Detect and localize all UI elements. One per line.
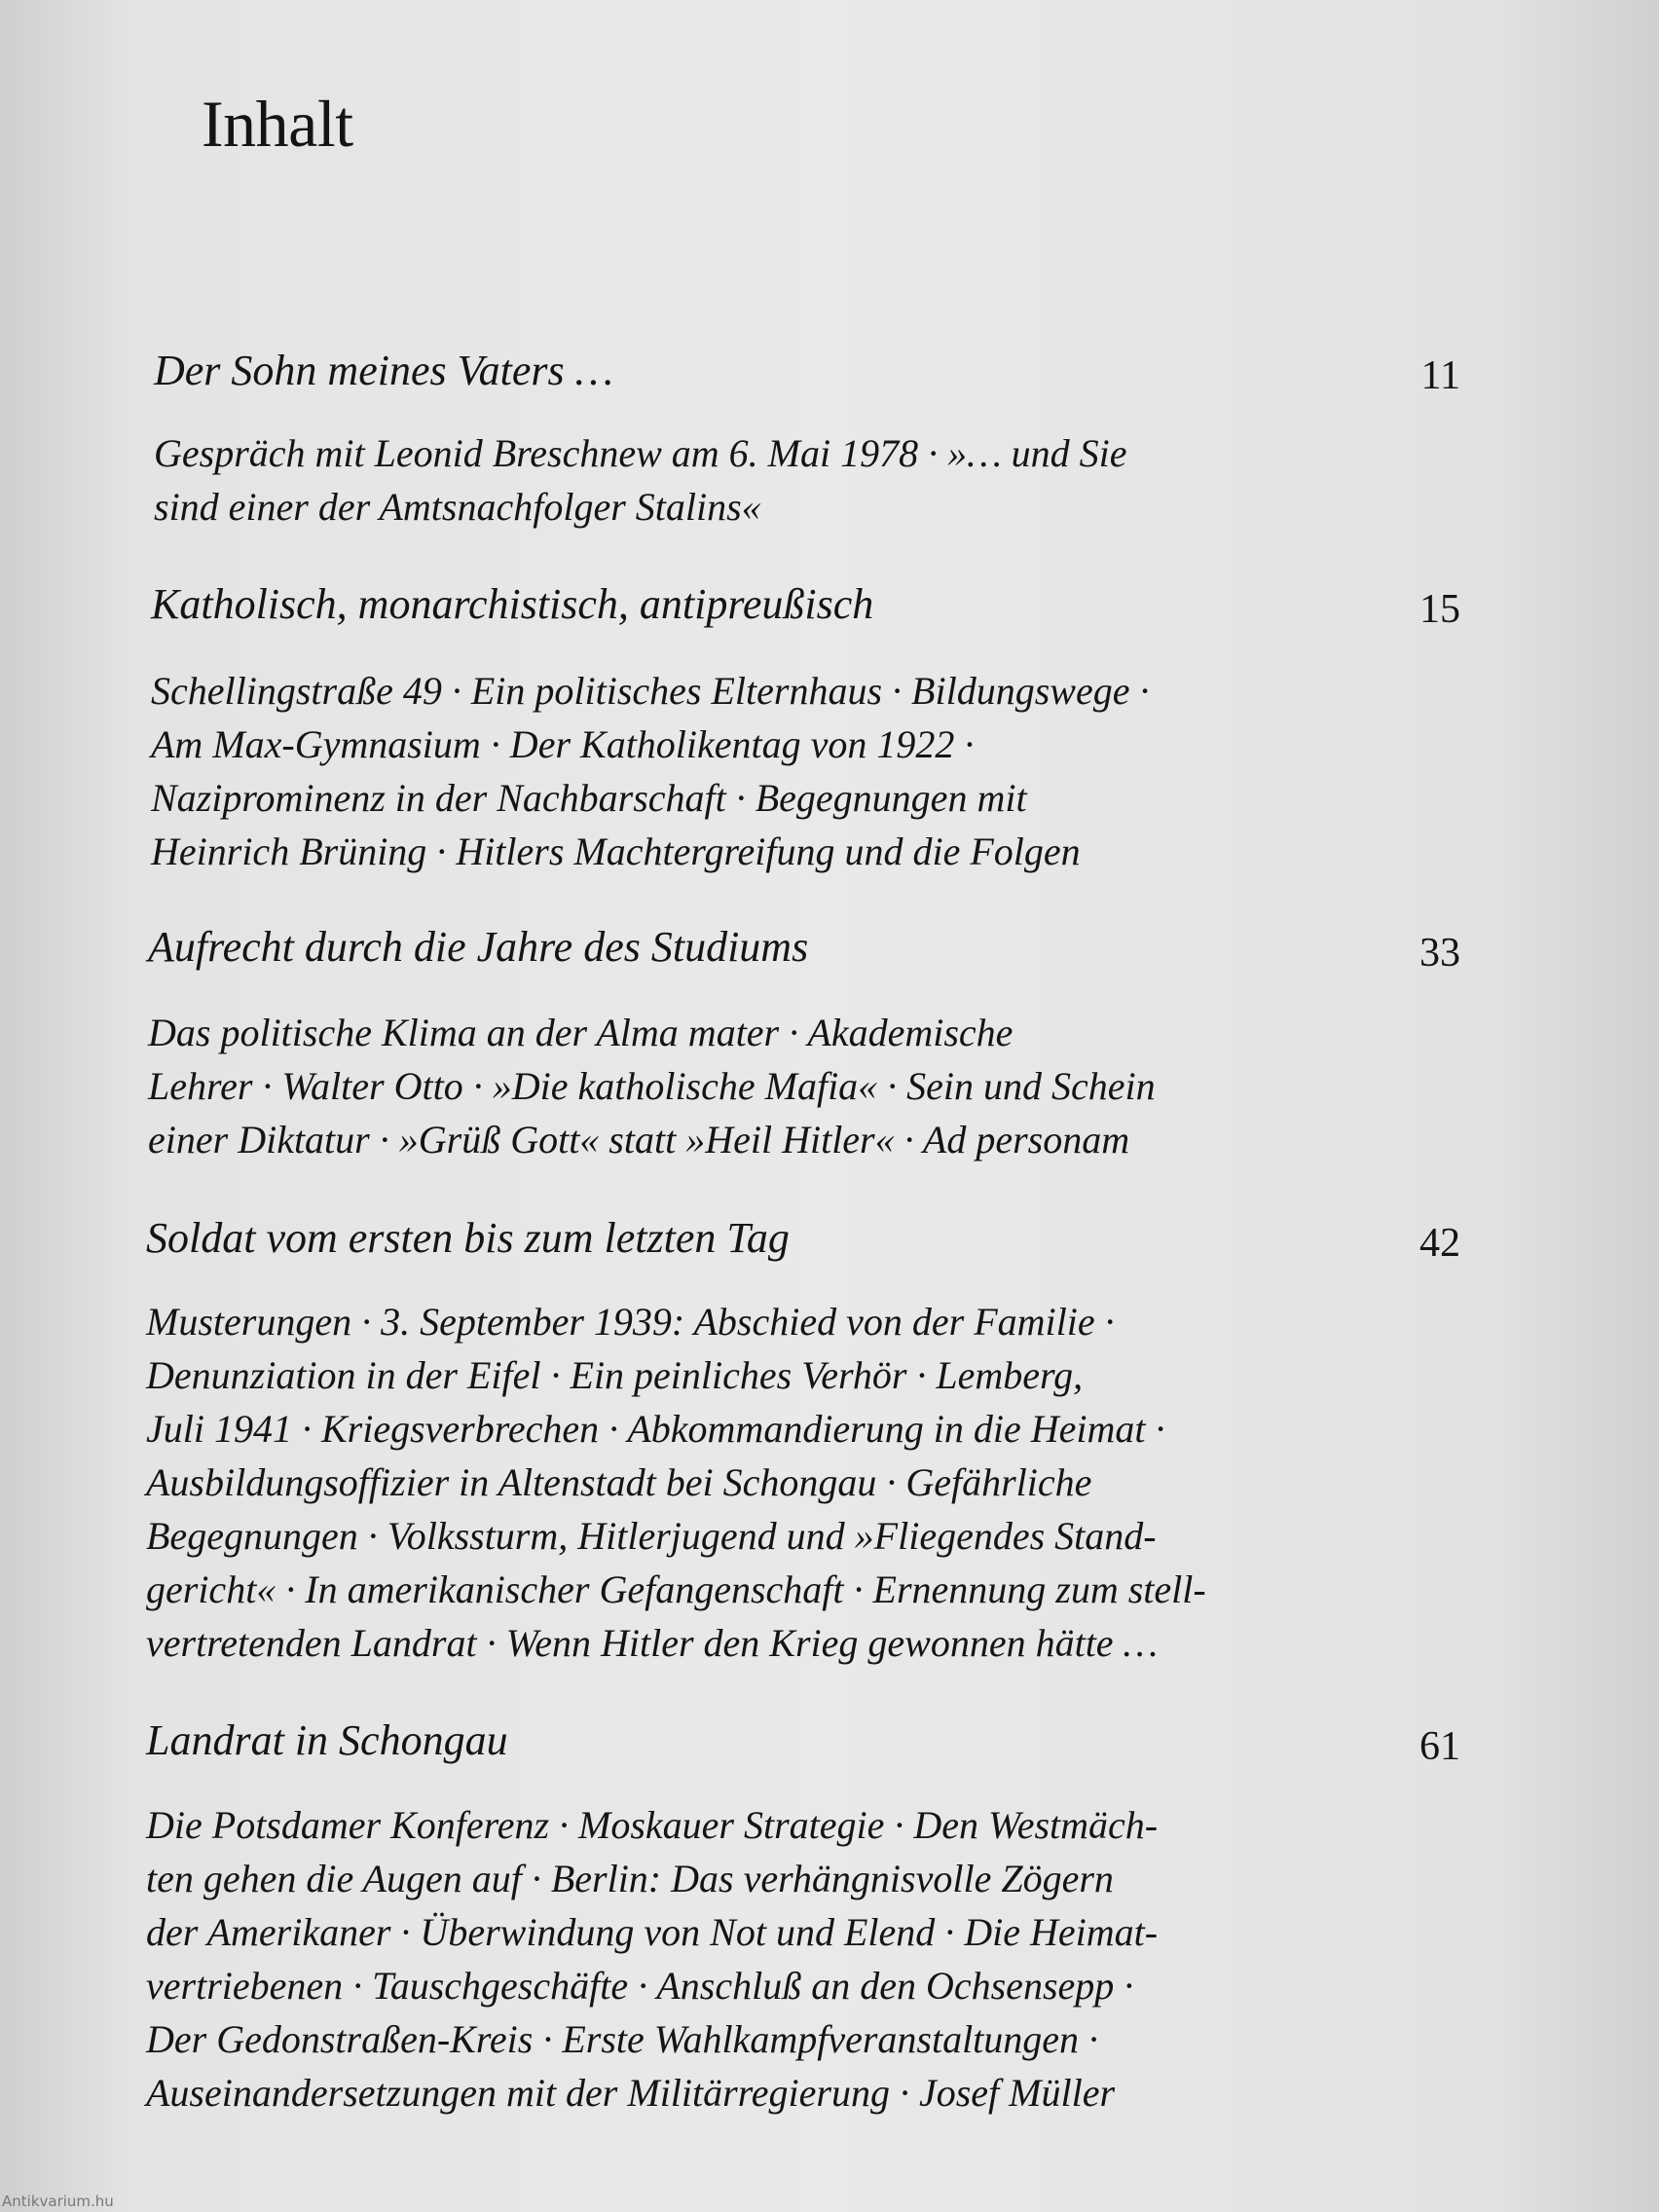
description-line: Am Max-Gymnasium · Der Katholikentag von 1922 · xyxy=(151,722,975,766)
entry-title: Aufrecht durch die Jahre des Studiums xyxy=(148,923,809,971)
description-line: Heinrich Brüning · Hitlers Machtergreifung und die Folgen xyxy=(151,830,1081,873)
description-line: Begegnungen · Volkssturm, Hitlerjugend und »Fliegendes Stand- xyxy=(146,1514,1157,1558)
entry-description xyxy=(146,1295,1206,1670)
description-line: Ausbildungsoffizier in Altenstadt bei Schongau · Gefährliche xyxy=(146,1460,1092,1504)
description-line: Musterungen · 3. September 1939: Abschied von der Familie · xyxy=(146,1300,1115,1344)
description-line: Denunziation in der Eifel · Ein peinliches Verhör · Lemberg, xyxy=(146,1353,1084,1397)
entry-page-number: 33 xyxy=(1419,931,1460,976)
description-line: Lehrer · Walter Otto · »Die katholische Mafia« · Sein und Schein xyxy=(148,1064,1156,1108)
description-line: der Amerikaner · Überwindung von Not und Elend · Die Heimat- xyxy=(146,1910,1159,1954)
description-line: vertretenden Landrat · Wenn Hitler den Krieg gewonnen hätte … xyxy=(146,1621,1159,1665)
description-line: Das politische Klima an der Alma mater · Akademische xyxy=(148,1011,1014,1054)
description-line: ten gehen die Augen auf · Berlin: Das verhängnisvolle Zögern xyxy=(146,1857,1114,1900)
entry-title: Soldat vom ersten bis zum letzten Tag xyxy=(146,1214,790,1262)
description-line: Juli 1941 · Kriegsverbrechen · Abkommandierung in die Heimat · xyxy=(146,1407,1165,1451)
description-line: Der Gedonstraßen-Kreis · Erste Wahlkampfveranstaltungen · xyxy=(146,2017,1099,2061)
description-line: vertriebenen · Tauschgeschäfte · Anschluß an den Ochsensepp · xyxy=(146,1964,1134,2008)
entry-page-number: 42 xyxy=(1419,1221,1460,1266)
entry-page-number: 61 xyxy=(1419,1724,1460,1769)
description-line: Schellingstraße 49 · Ein politisches Elternhaus · Bildungswege · xyxy=(151,669,1150,713)
description-line: einer Diktatur · »Grüß Gott« statt »Heil Hitler« · Ad personam xyxy=(148,1118,1130,1161)
watermark: Antikvarium.hu xyxy=(2,2193,114,2210)
entry-page-number: 11 xyxy=(1420,353,1460,398)
entry-description xyxy=(148,1006,1156,1166)
description-line: Auseinandersetzungen mit der Militärregierung · Josef Müller xyxy=(146,2071,1116,2115)
description-line: Gespräch mit Leonid Breschnew am 6. Mai 1978 · »… und Sie xyxy=(154,431,1127,475)
entry-description xyxy=(154,426,1127,534)
description-line: Naziprominenz in der Nachbarschaft · Begegnungen mit xyxy=(151,776,1027,820)
entry-page-number: 15 xyxy=(1419,587,1460,632)
description-line: sind einer der Amtsnachfolger Stalins« xyxy=(154,485,761,529)
description-line: Die Potsdamer Konferenz · Moskauer Strategie · Den Westmäch- xyxy=(146,1803,1159,1847)
entry-title: Landrat in Schongau xyxy=(146,1716,508,1764)
entry-title: Der Sohn meines Vaters … xyxy=(154,347,613,394)
entry-description xyxy=(146,1798,1158,2120)
entry-description xyxy=(151,664,1149,878)
page-title: Inhalt xyxy=(202,87,353,161)
entry-title: Katholisch, monarchistisch, antipreußisch xyxy=(151,580,874,628)
description-line: gericht« · In amerikanischer Gefangenschaft · Ernennung zum stell- xyxy=(146,1567,1206,1611)
